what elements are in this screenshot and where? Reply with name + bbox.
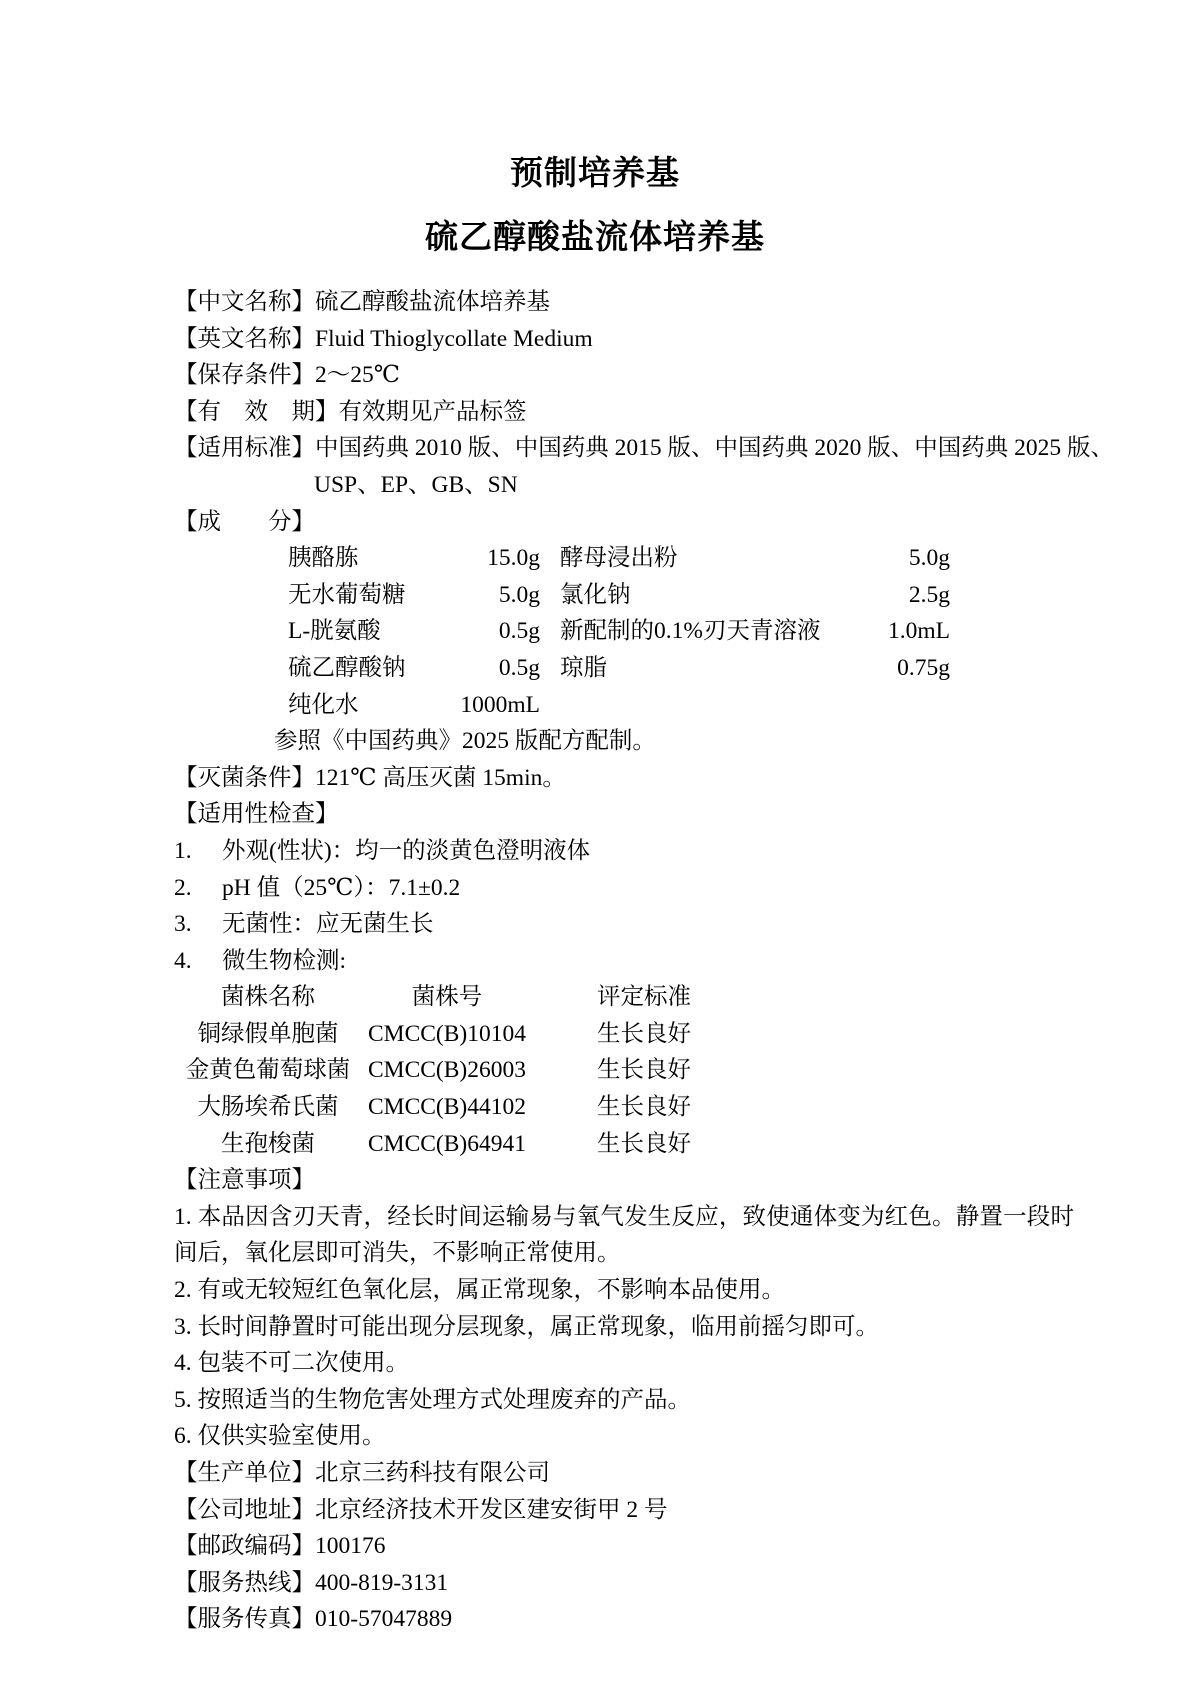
suitability-item [174, 906, 1074, 943]
item-text: 外观(性状)：均一的淡黄色澄明液体 [222, 837, 591, 864]
field-storage [174, 357, 1074, 394]
postal-code-label: 【邮政编码】 [174, 1533, 315, 1560]
sterilization-label: 【灭菌条件】 [174, 764, 315, 791]
item-number: 2. [174, 874, 192, 901]
field-en-name-value: Fluid Thioglycollate Medium [315, 325, 593, 352]
field-standards-value: 中国药典 2010 版、中国药典 2015 版、中国药典 2020 版、中国药典 2025 版、 [315, 435, 1114, 462]
composition-row [174, 687, 1074, 724]
strain-table-row [174, 1126, 1074, 1163]
document-body [174, 284, 1114, 1638]
strain-name: 生孢梭菌 [221, 1130, 315, 1157]
strain-name: 铜绿假单胞菌 [197, 1020, 339, 1047]
service-hotline [174, 1565, 1074, 1602]
field-en-name [174, 321, 1074, 358]
item-text: 无菌性：应无菌生长 [222, 911, 434, 938]
field-standards [174, 430, 1114, 467]
ingredient-amount: 1000mL [460, 691, 540, 718]
ingredient-name: 琼脂 [560, 654, 607, 681]
ingredient-name: 无水葡萄糖 [288, 581, 406, 608]
composition-label: 【成 分】 [174, 508, 315, 535]
item-number: 4. [174, 947, 192, 974]
column-header: 菌株号 [411, 984, 483, 1011]
strain-table-row [174, 1052, 1074, 1089]
item-number: 3. [174, 911, 192, 938]
postal-code [174, 1528, 1074, 1565]
ingredient-name: L-胱氨酸 [288, 618, 381, 645]
field-cn-name-value: 硫乙醇酸盐流体培养基 [315, 289, 550, 315]
column-header: 评定标准 [597, 984, 691, 1011]
strain-name: 金黄色葡萄球菌 [185, 1057, 351, 1084]
ingredient-name: 纯化水 [288, 691, 359, 718]
title-block [0, 0, 1190, 270]
item-number: 1. [174, 837, 192, 864]
note-item: 6. 仅供实验室使用。 [174, 1423, 386, 1450]
ingredient-amount: 15.0g [487, 545, 540, 572]
field-cn-name [174, 284, 1074, 321]
notes-label: 【注意事项】 [174, 1167, 315, 1194]
field-expiry-label: 【有 效 期】 [174, 398, 339, 425]
strain-code: CMCC(B)26003 [368, 1057, 526, 1084]
company-address [174, 1492, 1074, 1529]
strain-result: 生长良好 [597, 1094, 691, 1121]
ingredient-amount: 5.0g [908, 545, 950, 572]
field-storage-value: 2～25℃ [315, 362, 401, 389]
manufacturer [174, 1455, 1074, 1492]
service-fax [174, 1601, 1074, 1638]
column-header: 菌株名称 [221, 984, 315, 1011]
composition-row [174, 577, 1074, 614]
ingredient-name: 酵母浸出粉 [560, 545, 678, 572]
note-item: 5. 按照适当的生物危害处理方式处理废弃的产品。 [174, 1386, 691, 1413]
field-expiry-value: 有效期见产品标签 [338, 398, 527, 425]
company-address-label: 【公司地址】 [174, 1496, 315, 1523]
service-hotline-value: 400-819-3131 [315, 1569, 449, 1596]
ingredient-amount [840, 687, 950, 724]
strain-result: 生长良好 [597, 1020, 691, 1047]
service-fax-value: 010-57047889 [315, 1606, 453, 1633]
strain-result: 生长良好 [597, 1130, 691, 1157]
composition-row [174, 613, 1074, 650]
service-hotline-label: 【服务热线】 [174, 1569, 315, 1596]
item-text: 微生物检测: [222, 947, 347, 974]
field-storage-label: 【保存条件】 [174, 362, 315, 389]
page-subtitle: 硫乙醇酸盐流体培养基 [425, 220, 765, 256]
field-expiry [174, 394, 1074, 431]
strain-code: CMCC(B)10104 [368, 1020, 526, 1047]
strain-code: CMCC(B)64941 [368, 1130, 526, 1157]
ingredient-name: 硫乙醇酸钠 [288, 654, 406, 681]
ingredient-name: 新配制的0.1%刃天青溶液 [560, 618, 821, 645]
ingredient-amount: 5.0g [498, 581, 540, 608]
postal-code-value: 100176 [315, 1533, 386, 1560]
suitability-item [174, 870, 1074, 907]
ingredient-amount: 0.75g [897, 654, 950, 681]
sterilization [174, 760, 1074, 797]
ingredient-amount: 0.5g [498, 654, 540, 681]
suitability-item [174, 833, 1074, 870]
ingredient-name: 胰酪胨 [288, 545, 359, 572]
company-address-value: 北京经济技术开发区建安街甲 2 号 [315, 1496, 668, 1523]
field-standards-line2: USP、EP、GB、SN [314, 471, 518, 498]
composition-row [174, 540, 1074, 577]
composition-row [174, 650, 1074, 687]
ingredient-name [560, 687, 840, 724]
sterilization-value: 121℃ 高压灭菌 15min。 [315, 764, 566, 791]
item-text: pH 值（25℃）：7.1±0.2 [222, 874, 461, 901]
strain-code: CMCC(B)44102 [368, 1094, 526, 1121]
ingredient-amount: 1.0mL [887, 618, 950, 645]
note-item: 4. 包装不可二次使用。 [174, 1350, 409, 1377]
ingredient-amount: 2.5g [908, 581, 950, 608]
service-fax-label: 【服务传真】 [174, 1606, 315, 1633]
field-cn-name-label: 【中文名称】 [174, 289, 315, 315]
manufacturer-label: 【生产单位】 [174, 1460, 315, 1486]
composition-ref-note: 参照《中国药典》2025 版配方配制。 [274, 728, 656, 755]
strain-name: 大肠埃希氏菌 [197, 1094, 339, 1121]
ingredient-name: 氯化钠 [560, 581, 631, 608]
strain-table-row [174, 1089, 1074, 1126]
page-title: 预制培养基 [510, 156, 680, 192]
strain-result: 生长良好 [597, 1057, 691, 1084]
note-item: 1. 本品因含刃天青，经长时间运输易与氧气发生反应，致使通体变为红色。静置一段时间后，氧化层即可消失，不影响正常使用。 [174, 1203, 1074, 1267]
manufacturer-value: 北京三药科技有限公司 [315, 1460, 550, 1486]
suitability-label: 【适用性检查】 [174, 801, 339, 828]
field-standards-label: 【适用标准】 [174, 435, 315, 462]
ingredient-amount: 0.5g [498, 618, 540, 645]
note-item: 2. 有或无较短红色氧化层，属正常现象，不影响本品使用。 [174, 1277, 785, 1304]
suitability-item [174, 943, 1074, 980]
strain-table-row [174, 1016, 1074, 1053]
note-item: 3. 长时间静置时可能出现分层现象，属正常现象，临用前摇匀即可。 [174, 1313, 879, 1340]
field-en-name-label: 【英文名称】 [174, 325, 315, 352]
strain-table-header [174, 979, 1074, 1016]
